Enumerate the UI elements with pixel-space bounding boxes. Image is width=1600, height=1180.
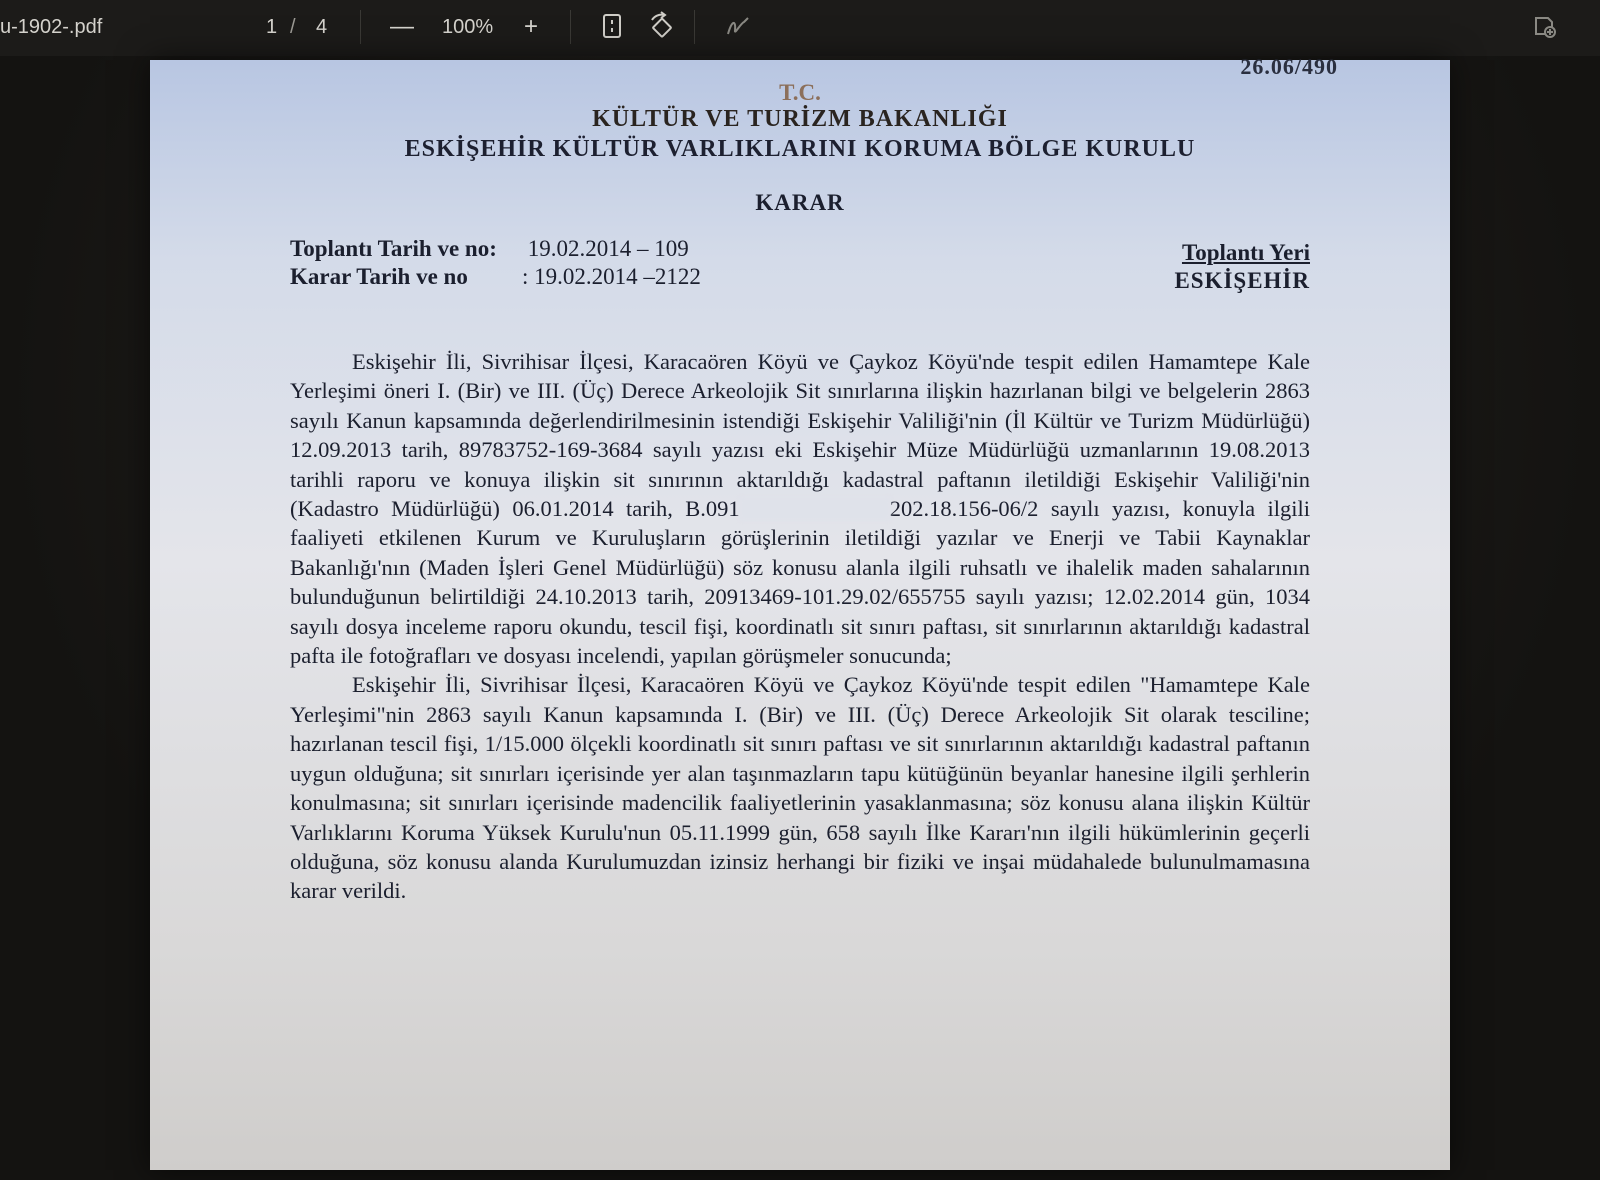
place-label: Toplantı Yeri <box>1181 240 1310 265</box>
fit-page-icon[interactable] <box>596 10 628 42</box>
decision-info <box>290 264 701 290</box>
meeting-value: 19.02.2014 – 109 <box>522 236 689 261</box>
meeting-label: Toplantı Tarih ve no: <box>290 236 497 261</box>
page-separator: / <box>290 16 296 38</box>
header-tc: T.C. <box>779 80 821 105</box>
header-ministry: KÜLTÜR VE TURİZM BAKANLIĞI <box>592 106 1008 132</box>
paragraph-1 <box>290 347 1310 670</box>
zoom-out-button[interactable]: — <box>390 13 414 40</box>
zoom-in-button[interactable]: + <box>524 13 539 40</box>
paragraph-1-part-1: Eskişehir İli, Sivrihisar İlçesi, Karacaören Köyü ve Çaykoz Köyü'nde tespit edilen Hamamtepe Kale Yerleşimi öneri I. (Bir) ve III. (Üç) Derece Arkeolojik Sit sınırlarına ilişkin hazırlanan bilgi ve belgelerin 2863 sayılı Kanun kapsamında değerlendirilmesinin istendiği Eskişehir Valiliği'nin (İl Kültür ve Turizm Müdürlüğü) 12.09.2013 tarih, 89783752-169-3684 sayılı yazısı eki Eskişehir Müze Müdürlüğü uzmanlarının 19.08.2013 tarihli raporu ve konuya ilişkin sit sınırının aktarıldığı kadastral paftanın iletildiği Eskişehir Valiliği'nin (Kadastro Müdürlüğü) 06.01.2014 tarih, B.091 <box>290 349 1310 522</box>
decision-body <box>290 347 1310 906</box>
document-number: 26.06/490 <box>1240 54 1338 79</box>
file-name: u-1902-.pdf <box>0 16 103 38</box>
meeting-info <box>290 236 689 262</box>
pdf-toolbar <box>0 0 1600 56</box>
paragraph-1-part-2: 202.18.156-06/2 sayılı yazısı, konuyla ilgili faaliyeti etkilenen Kurum ve Kuruluşların görüşlerinin iletildiği yazılar ve Enerji ve Tabii Kaynaklar Bakanlığı'nın (Maden İşleri Genel Müdürlüğü) söz konusu alanla ilgili ruhsatlı ve ihalelik maden sahalarının bulunduğunun belirtildiği 24.10.2013 tarih, 20913469-101.29.02/655755 sayılı yazısı; 12.02.2014 gün, 1034 sayılı dosya inceleme raporu okundu, tescil fişi, koordinatlı sit sınırı paftası, sit sınırlarının aktarıldığı kadastral pafta ile fotoğrafları ve dosyası incelendi, yapılan görüşmeler sonucunda; <box>290 496 1311 669</box>
zoom-level[interactable]: 100% <box>442 16 494 38</box>
rotate-icon[interactable] <box>646 10 678 42</box>
decision-label: Karar Tarih ve no <box>290 264 468 289</box>
redaction-blur <box>740 498 890 520</box>
document-title: KARAR <box>755 190 845 215</box>
toolbar-divider <box>570 10 571 44</box>
toolbar-divider <box>694 10 695 44</box>
place-value: ESKİŞEHİR <box>1174 268 1310 293</box>
current-page-input[interactable]: 1 <box>266 16 278 38</box>
draw-icon[interactable] <box>722 10 754 42</box>
document-page <box>150 54 1450 1170</box>
save-icon[interactable] <box>1528 10 1560 42</box>
total-pages: 4 <box>316 16 328 38</box>
header-board: ESKİŞEHİR KÜLTÜR VARLIKLARINI KORUMA BÖLGE KURULU <box>404 136 1196 162</box>
paragraph-2: Eskişehir İli, Sivrihisar İlçesi, Karacaören Köyü ve Çaykoz Köyü'nde tespit edilen "Hamamtepe Kale Yerleşimi"nin 2863 sayılı Kanun kapsamında I. (Bir) ve III. (Üç) Derece Arkeolojik Sit olarak tesciline; hazırlanan tescil fişi, 1/15.000 ölçekli koordinatlı sit sınırı paftası ve sit sınırlarının aktarıldığı kadastral paftanın uygun olduğuna; sit sınırları içerisinde yer alan taşınmazların tapu kütüğünün beyanlar hanesine ilgili şerhlerin konulmasına; sit sınırları içerisinde madencilik faaliyetlerinin yasaklanmasına; söz konusu alana ilişkin Kültür Varlıklarını Koruma Yüksek Kurulu'nun 05.11.1999 gün, 658 sayılı İlke Kararı'nın ilgili hükümlerinin geçerli olduğuna, söz konusu alanda Kurulumuzdan izinsiz herhangi bir fiziki ve inşai müdahalede bulunulmamasına karar verildi. <box>290 672 1310 904</box>
decision-value: : 19.02.2014 –2122 <box>522 264 701 289</box>
toolbar-divider <box>360 10 361 44</box>
